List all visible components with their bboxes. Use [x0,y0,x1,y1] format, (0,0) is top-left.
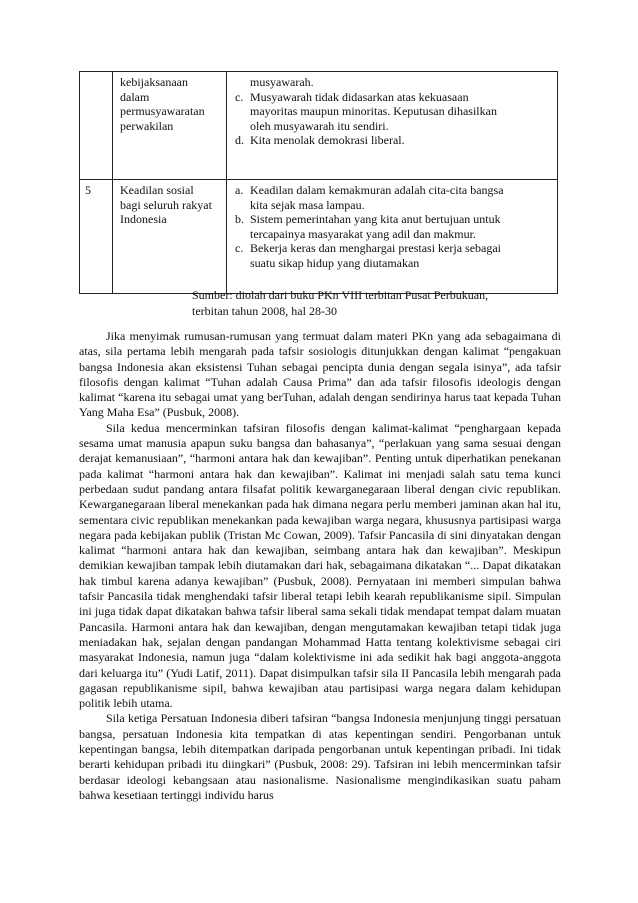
item-line: Sistem pemerintahan yang kita anut bertujuan untuk [250,212,501,226]
paragraph: Sila kedua mencerminkan tafsiran filosofis dengan kalimat-kalimat “penghargaan kepada sesama umat manusia apapun suku bangsa dan bahasanya”, “perlakuan yang sama sesuai dengan derajat kemanusiaan”, “harmoni antara hak dan kewajiban”. Penting untuk diperhatikan penekanan pada kalimat “harmoni antara hak dan kewajiban”. Kalimat ini menjadi salah satu tema kunci perbedaan sudut pandang antara filsafat politik kewarganegaraan liberal dengan civic republikan. Kewarganegaraan liberal menekankan pada hak dimana negara perlu memberi jaminan akan hal itu, sementara civic republikan menekankan pada kewajiban warga negara, khususnya partisipasi warga negara pada kebijakan publik (Tristan Mc Cowan, 2009). Tafsir Pancasila di sini dinyatakan dengan kalimat “harmoni antara hak dan kewajiban, seimbang antara hak dan kewajiban”. Meskipun demikian kewajiban tampak lebih diutamakan dari hak, sebagaimana dikatakan “... Dapat dikatakan hak timbul karena adanya kewajiban” (Pusbuk, 2008). Pernyataan ini memberi simpulan bahwa tafsir Pancasila tidak menghendaki tafsir liberal tetapi lebih kearah republikanisme sipil. Simpulan ini juga tidak dapat dikatakan bahwa tafsir liberal sama sekali tidak mendapat tempat dalam muatan Pancasila. Harmoni antara hak dan kewajiban, dengan mengutamakan kewajiban tetapi tidak juga meniadakan hak, sejalan dengan pandangan Mohammad Hatta tentang kolektivisme sebagai ciri masyarakat Indonesia, namun juga “dalam kolektivisme ini ada sedikit hak bagi anggota-anggota dari keluarga itu” (Yudi Latif, 2011). Dapat disimpulkan tafsir sila II Pancasila lebih mengarah pada gagasan republikanisme sipil, bahwa kewajiban atau partisipasi warga negara dalam kehidupan politik lebih utama. [79,420,561,711]
table-row [80,180,558,294]
item-continuation: musyawarah. [250,75,314,89]
item-line: Bekerja keras dan menghargai prestasi kerja sebagai [250,241,502,255]
sila-items [227,72,558,180]
item-marker: b. [235,212,244,226]
item-line: Kita menolak demokrasi liberal. [250,133,405,147]
item-line: mayoritas maupun minoritas. Keputusan dihasilkan [250,104,497,118]
list-item [235,183,552,212]
source-line: terbitan tahun 2008, hal 28-30 [192,304,337,318]
item-marker: c. [235,241,244,255]
sila-name-line: bagi seluruh rakyat [120,197,212,212]
list-item [235,212,552,241]
sila-name-line: Keadilan sosial [120,183,194,197]
sila-name-line: kebijaksanaan [120,75,188,89]
sila-name-line: Indonesia [120,212,167,226]
item-line: oleh musyawarah itu sendiri. [250,118,389,133]
source-caption [192,287,488,319]
list-item [235,90,552,134]
sila-name [113,180,227,294]
sila-name-line: dalam [120,89,150,104]
list-item [235,133,552,148]
item-marker: d. [235,133,244,147]
body-text [79,329,561,803]
item-line: tercapainya masyarakat yang adil dan makmur. [250,226,476,241]
item-marker: a. [235,183,244,197]
row-number: 5 [80,180,113,294]
sila-name-line: permusyawaratan [120,104,205,118]
sila-name [113,72,227,180]
item-line: Musyawarah tidak didasarkan atas kekuasaan [250,89,469,104]
item-line: kita sejak masa lampau. [250,197,365,212]
paragraph: Jika menyimak rumusan-rumusan yang termuat dalam materi PKn yang ada sebagaimana di atas, sila pertama lebih mengarah pada tafsir sosiologis ditunjukkan dengan kalimat “pengakuan bangsa Indonesia akan eksistensi Tuhan sebagai pencipta dunia dengan segala isinya”, ada tafsir filosofis dengan kalimat “Tuhan adalah Causa Prima” dan ada tafsir filosofis ideologis dengan kalimat “karena itu sebagai umat yang berTuhan, adalah dengan sendirinya harus taat kepada Tuhan Yang Maha Esa” (Pusbuk, 2008). [79,329,561,420]
item-line: suatu sikap hidup yang diutamakan [250,255,420,270]
pancasila-table [79,71,558,294]
item-marker: c. [235,89,244,104]
list-item [235,241,552,270]
sila-name-line: perwakilan [120,118,174,133]
paragraph: Sila ketiga Persatuan Indonesia diberi tafsiran “bangsa Indonesia menjunjung tinggi persatuan bangsa, persatuan Indonesia kita tempatkan di atas kepentingan sendiri. Pengorbanan untuk kepentingan bangsa, lebih ditempatkan daripada pengorbanan untuk kepentingan pribadi. Ini tidak berarti kehidupan pribadi itu diingkari” (Pusbuk, 2008: 29). Tafsiran ini lebih mencerminkan tafsir berdasar ideologi kebangsaan atau nasionalisme. Nasionalisme mengindikasikan suatu paham bahwa kesetiaan tertinggi individu harus [79,711,561,802]
row-number [80,72,113,180]
item-line: Keadilan dalam kemakmuran adalah cita-cita bangsa [250,183,504,197]
source-line: Sumber: diolah dari buku PKn VIII terbitan Pusat Perbukuan, [192,288,489,302]
table-row [80,72,558,180]
sila-items [227,180,558,294]
